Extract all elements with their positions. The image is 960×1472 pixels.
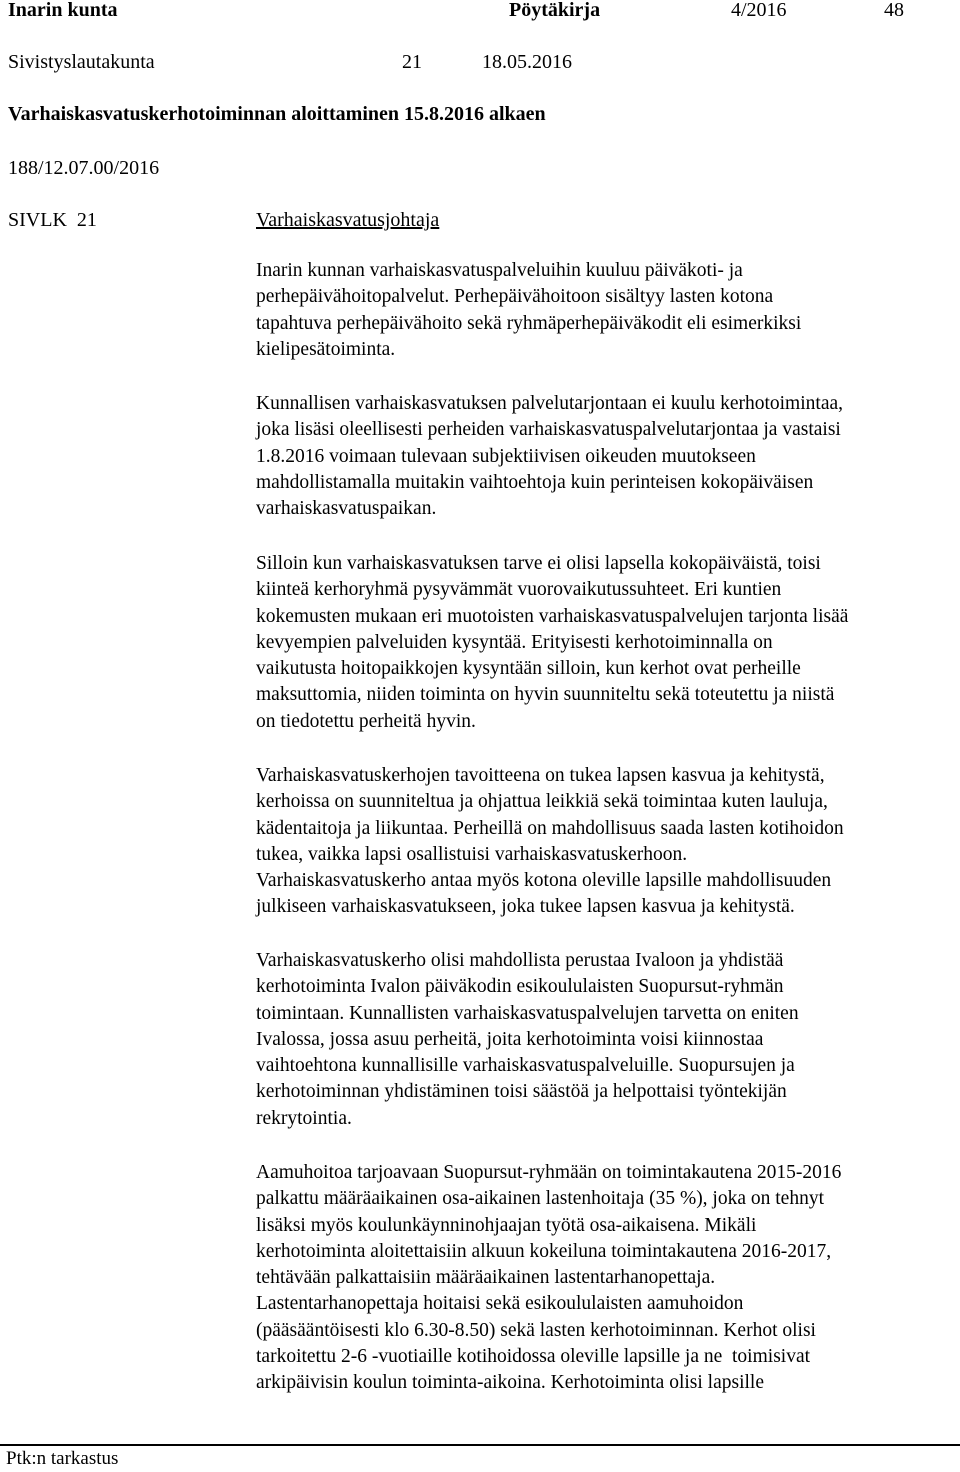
paragraph-line: tukea, vaikka lapsi osallistuisi varhaiskasvatuskerhoon. bbox=[256, 843, 688, 865]
paragraph-6 bbox=[256, 1160, 956, 1397]
paragraph-line: Silloin kun varhaiskasvatuksen tarve ei olisi lapsella kokopäiväistä, toisi bbox=[256, 553, 821, 574]
paragraph-line: mahdollistamalla muitakin vaihtoehtoja kuin perinteisen kokopäiväisen bbox=[256, 471, 814, 493]
record-number: 188/12.07.00/2016 bbox=[8, 157, 160, 179]
paragraph-line: (pääsääntöisesti klo 6.30-8.50) sekä lasten kerhotoiminnan. Kerhot olisi bbox=[256, 1319, 816, 1341]
paragraph-line: tapahtuva perhepäivähoito sekä ryhmäperhepäiväkodit eli esimerkiksi bbox=[256, 312, 802, 334]
review-label: Ptk:n tarkastus bbox=[6, 1448, 119, 1469]
paragraph-line: palkattu määräaikainen osa-aikainen lastenhoitaja (35 %), joka on tehnyt bbox=[256, 1188, 824, 1210]
paragraph-line: lisäksi myös koulunkäynninohjaajan työtä osa-aikaisena. Mikäli bbox=[256, 1214, 757, 1236]
meeting-date: 18.05.2016 bbox=[482, 51, 572, 73]
paragraph-1 bbox=[256, 258, 956, 363]
document-type: Pöytäkirja bbox=[509, 0, 601, 21]
paragraph-line: kädentaitoja ja liikuntaa. Perheillä on mahdollisuus saada lasten kotihoidon bbox=[256, 817, 844, 839]
paragraph-line: Aamuhoitoa tarjoavaan Suopursut-ryhmään on toimintakautena 2015-2016 bbox=[256, 1162, 842, 1183]
paragraph-line: kerhotoiminta Ivalon päiväkodin esikoululaisten Suopursut-ryhmän bbox=[256, 976, 784, 998]
section-number: 21 bbox=[402, 51, 422, 73]
paragraph-line: toimintaan. Kunnallisten varhaiskasvatuspalvelujen tarvetta on eniten bbox=[256, 1002, 799, 1024]
presenter-title: Varhaiskasvatusjohtaja bbox=[256, 209, 440, 231]
paragraph-line: kokemusten mukaan eri muotoisten varhaiskasvatuspalvelujen tarjonta lisää bbox=[256, 605, 849, 627]
paragraph-line: Lastentarhanopettaja hoitaisi sekä esikoululaisten aamuhoidon bbox=[256, 1293, 744, 1315]
document-title: Varhaiskasvatuskerhotoiminnan aloittaminen 15.8.2016 alkaen bbox=[8, 103, 546, 125]
paragraph-line: Kunnallisen varhaiskasvatuksen palvelutarjontaan ei kuulu kerhotoimintaa, bbox=[256, 393, 843, 414]
paragraph-4 bbox=[256, 763, 956, 921]
paragraph-line: julkiseen varhaiskasvatukseen, joka tukee lapsen kasvua ja kehitystä. bbox=[256, 896, 795, 918]
paragraph-line: varhaiskasvatuspaikan. bbox=[256, 498, 437, 520]
paragraph-line: Varhaiskasvatuskerho olisi mahdollista perustaa Ivaloon ja yhdistää bbox=[256, 950, 784, 971]
paragraph-line: kerhoissa on suunniteltua ja ohjattua leikkiä sekä toimintaa kuten lauluja, bbox=[256, 791, 828, 813]
paragraph-line: kevyempien palveluiden kysyntää. Erityisesti kerhotoiminnalla on bbox=[256, 631, 773, 653]
paragraph-2 bbox=[256, 391, 956, 522]
paragraph-line: Varhaiskasvatuskerho antaa myös kotona oleville lapsille mahdollisuuden bbox=[256, 870, 832, 892]
paragraph-5 bbox=[256, 948, 956, 1132]
paragraph-line: kerhotoiminta aloitettaisiin alkuun kokeiluna toimintakautena 2016-2017, bbox=[256, 1240, 832, 1262]
paragraph-line: kiinteä kerhoryhmä pysyvämmät vuorovaikutussuhteet. Eri kuntien bbox=[256, 579, 782, 601]
document-number: 4/2016 bbox=[731, 0, 787, 21]
paragraph-line: vaihtoehtona kunnallisille varhaiskasvatuspalveluille. Suopursujen ja bbox=[256, 1055, 795, 1077]
section-label: SIVLK 21 bbox=[8, 209, 97, 231]
paragraph-line: tarkoitettu 2-6 -vuotiaille kotihoidossa oleville lapsille ja ne toimisivat bbox=[256, 1346, 811, 1368]
paragraph-line: kielipesätoiminta. bbox=[256, 338, 396, 360]
paragraph-line: on tiedotettu perheitä hyvin. bbox=[256, 710, 476, 732]
paragraph-line: maksuttomia, niiden toiminta on hyvin suunniteltu sekä toteutettu ja niistä bbox=[256, 684, 835, 706]
paragraph-line: kerhotoiminnan yhdistäminen toisi säästöä ja helpottaisi työntekijän bbox=[256, 1081, 787, 1103]
board-name: Sivistyslautakunta bbox=[8, 51, 155, 73]
paragraph-line: perhepäivähoitopalvelut. Perhepäivähoitoon sisältyy lasten kotona bbox=[256, 286, 774, 308]
paragraph-line: tehtävään palkattaisiin määräaikainen lastentarhanopettaja. bbox=[256, 1267, 716, 1289]
paragraph-line: 1.8.2016 voimaan tulevaan subjektiivisen oikeuden muutokseen bbox=[256, 445, 756, 467]
page-number: 48 bbox=[884, 0, 904, 21]
paragraph-line: arkipäivisin koulun toiminta-aikoina. Kerhotoiminta olisi lapsille bbox=[256, 1372, 764, 1394]
paragraph-line: Ivalossa, jossa asuu perheitä, joita kerhotoiminta voisi kiinnostaa bbox=[256, 1028, 764, 1050]
paragraph-line: rekrytointia. bbox=[256, 1107, 352, 1129]
paragraph-3 bbox=[256, 551, 956, 735]
paragraph-line: Inarin kunnan varhaiskasvatuspalveluihin kuuluu päiväkoti- ja bbox=[256, 260, 743, 281]
paragraph-line: Varhaiskasvatuskerhojen tavoitteena on tukea lapsen kasvua ja kehitystä, bbox=[256, 765, 825, 786]
municipality-name: Inarin kunta bbox=[8, 0, 118, 21]
footer-divider bbox=[0, 1444, 960, 1446]
paragraph-line: vaikutusta hoitopaikkojen kysyntään silloin, kun kerhot ovat perheille bbox=[256, 658, 801, 680]
paragraph-line: joka lisäsi oleellisesti perheiden varhaiskasvatuspalvelutarjontaa ja vastaisi bbox=[256, 419, 841, 441]
